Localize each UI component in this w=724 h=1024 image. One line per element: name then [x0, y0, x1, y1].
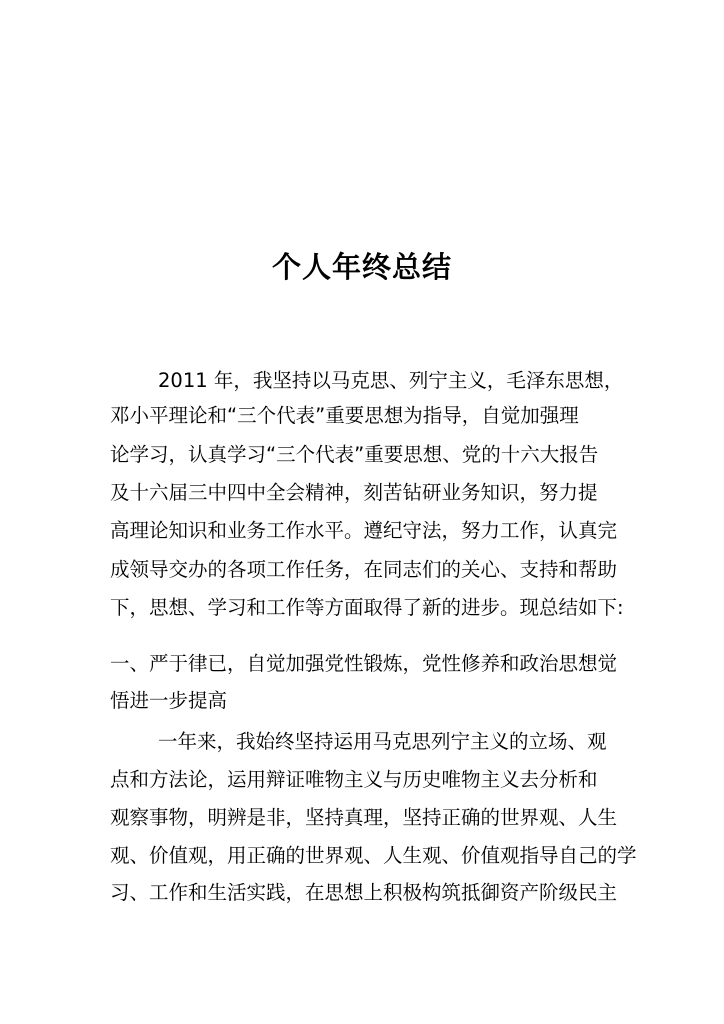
- section-body-line: 一年来，我始终坚持运用马克思列宁主义的立场、观: [158, 730, 607, 753]
- intro-line: 成领导交办的各项工作任务，在同志们的关心、支持和帮助: [110, 558, 618, 581]
- section-heading-line: 悟进一步提高: [110, 689, 228, 712]
- intro-line: 邓小平理论和“三个代表”重要思想为指导，自觉加强理: [110, 404, 579, 427]
- intro-line: 2011 年，我坚持以马克思、列宁主义，毛泽东思想，: [158, 369, 624, 392]
- document-title: 个人年终总结: [271, 250, 452, 284]
- section-heading-line: 一、严于律已，自觉加强党性锻炼，党性修养和政治思想觉: [110, 652, 618, 675]
- section-body-line: 观、价值观，用正确的世界观、人生观、价值观指导自己的学: [110, 844, 637, 867]
- intro-line: 高理论知识和业务工作水平。遵纪守法，努力工作，认真完: [110, 519, 618, 542]
- intro-line: 下，思想、学习和工作等方面取得了新的进步。现总结如下:: [110, 596, 624, 619]
- intro-line: 及十六届三中四中全会精神，刻苦钻研业务知识，努力提: [110, 481, 598, 504]
- section-body-line: 点和方法论，运用辩证唯物主义与历史唯物主义去分析和: [110, 768, 598, 791]
- section-body-line: 习、工作和生活实践，在思想上积极构筑抵御资产阶级民主: [110, 881, 618, 904]
- intro-line: 论学习，认真学习“三个代表”重要思想、党的十六大报告: [110, 443, 599, 466]
- section-body-line: 观察事物，明辨是非，坚持真理，坚持正确的世界观、人生: [110, 806, 618, 829]
